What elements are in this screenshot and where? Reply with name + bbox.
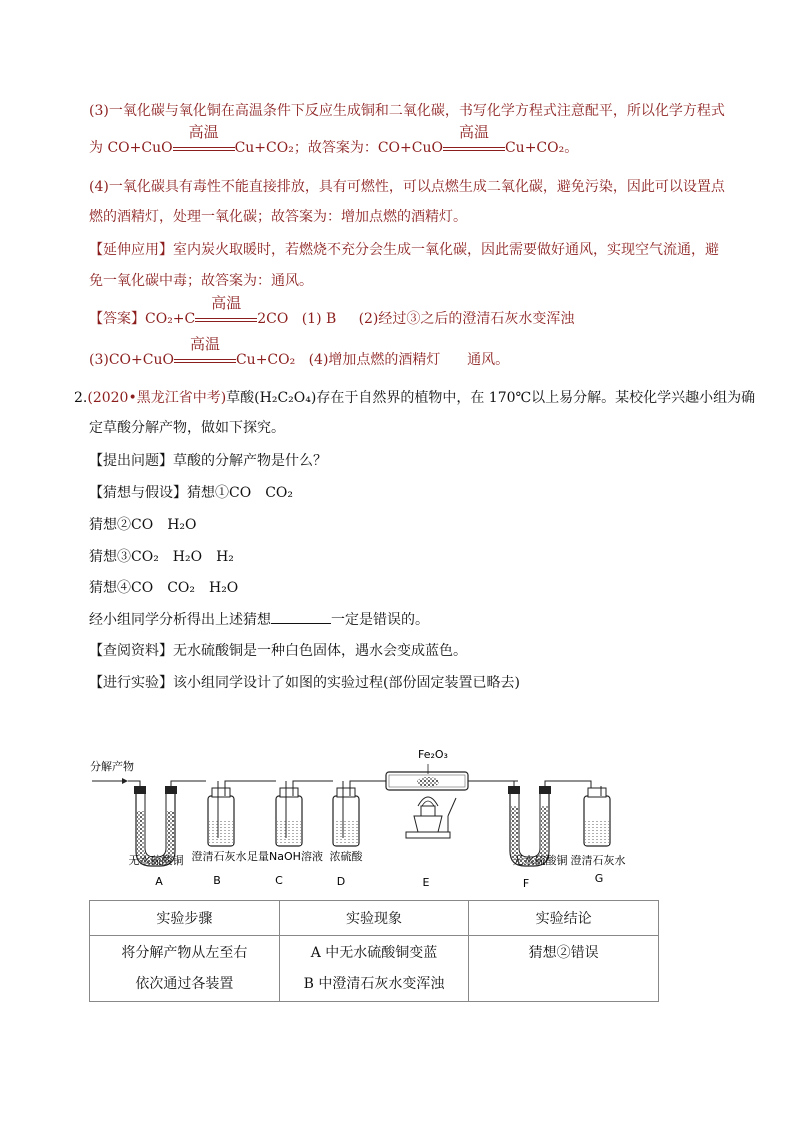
phenomenon-line-1: A 中无水硫酸铜变蓝 (310, 944, 438, 961)
guess-1: 【猜想与假设】猜想①CO CO₂ (89, 485, 293, 501)
label-a: 无水硫酸铜 (128, 854, 184, 867)
extension-line2: 免一氧化碳中毒；故答案为：通风。 (89, 273, 313, 289)
header-conclusion: 实验结论 (469, 901, 659, 936)
fe2o3-label: Fe₂O₃ (418, 748, 448, 761)
extension-line1: 【延伸应用】室内炭火取暖时，若燃烧不充分会生成一氧化碳，因此需要做好通风，实现空气流通，避 (89, 242, 719, 258)
phenomenon-line-2: B 中澄清石灰水变浑浊 (303, 975, 445, 992)
letter-a: A (155, 875, 163, 888)
para-3-line2: 为 CO+CuO 高温 Cu+CO₂；故答案为：CO+CuO 高温 Cu+CO₂。 (89, 123, 579, 156)
apparatus-e-furnace (386, 764, 518, 838)
label-d: 浓硫酸 (329, 850, 363, 863)
step-line-2: 依次通过各装置 (135, 975, 234, 992)
question-2-line2: 定草酸分解产物，做如下探究。 (89, 420, 285, 436)
answer-line1: 【答案】CO₂+C 高温 2CO (1) B (2)经过③之后的澄清石灰水变浑浊 (89, 294, 575, 327)
question-2-line1: 2.(2020•黑龙江省中考)草酸(H₂C₂O₄)存在于自然界的植物中，在 170℃以上易分解。某校化学兴趣小组为确 (74, 390, 756, 406)
guess-4: 猜想④CO CO₂ H₂O (89, 580, 239, 596)
inlet-label: 分解产物 (90, 760, 134, 773)
cell-phenomenon (279, 936, 469, 1002)
header-phenomenon: 实验现象 (279, 901, 469, 936)
experiment-table (89, 900, 659, 1002)
cell-conclusion: 猜想②错误 (469, 936, 659, 1002)
letter-e: E (422, 876, 430, 889)
apparatus-d-bottle (333, 781, 386, 846)
letter-d: D (336, 875, 346, 888)
letter-g: G (594, 872, 604, 885)
inlet-arrowhead (122, 778, 128, 784)
letter-c: C (275, 874, 283, 887)
cell-step (90, 936, 280, 1002)
para-3-line1: (3)一氧化碳与氧化铜在高温条件下反应生成铜和二氧化碳，书写化学方程式注意配平，所以化学方程式 (89, 103, 725, 119)
apparatus-g-bottle (584, 786, 610, 846)
guess-2: 猜想②CO H₂O (89, 517, 197, 533)
label-b: 澄清石灰水 (191, 850, 247, 863)
ask-question: 【提出问题】草酸的分解产物是什么？ (89, 453, 327, 469)
letter-b: B (213, 874, 221, 887)
para-4-line1: (4)一氧化碳具有毒性不能直接排放，具有可燃性，可以点燃生成二氧化碳，避免污染，因此可以设置点 (89, 179, 725, 195)
apparatus-c-bottle (276, 781, 333, 846)
reference-line: 【查阅资料】无水硫酸铜是一种白色固体，遇水会变成蓝色。 (89, 643, 467, 659)
table-row (90, 936, 659, 1002)
answer-line2: (3)CO+CuO 高温 Cu+CO₂ (4)增加点燃的酒精灯 通风。 (89, 335, 510, 368)
table-header-row (90, 901, 659, 936)
analysis-line: 经小组同学分析得出上述猜想 一定是错误的。 (89, 609, 429, 630)
label-g: 澄清石灰水 (570, 854, 626, 867)
label-c: 足量NaOH溶液 (247, 850, 323, 863)
experiment-line: 【进行实验】该小组同学设计了如图的实验过程(部份固定装置已略去) (89, 675, 520, 691)
header-step: 实验步骤 (90, 901, 280, 936)
para-4-line2: 燃的酒精灯，处理一氧化碳；故答案为：增加点燃的酒精灯。 (89, 209, 467, 225)
answer-blank[interactable] (271, 609, 331, 624)
apparatus-b-bottle (208, 781, 276, 846)
apparatus-diagram (88, 736, 648, 896)
letter-f: F (522, 877, 530, 890)
guess-3: 猜想③CO₂ H₂O H₂ (89, 549, 234, 565)
label-f: 无水硫酸铜 (512, 854, 568, 867)
step-line-1: 将分解产物从左至右 (121, 944, 248, 961)
